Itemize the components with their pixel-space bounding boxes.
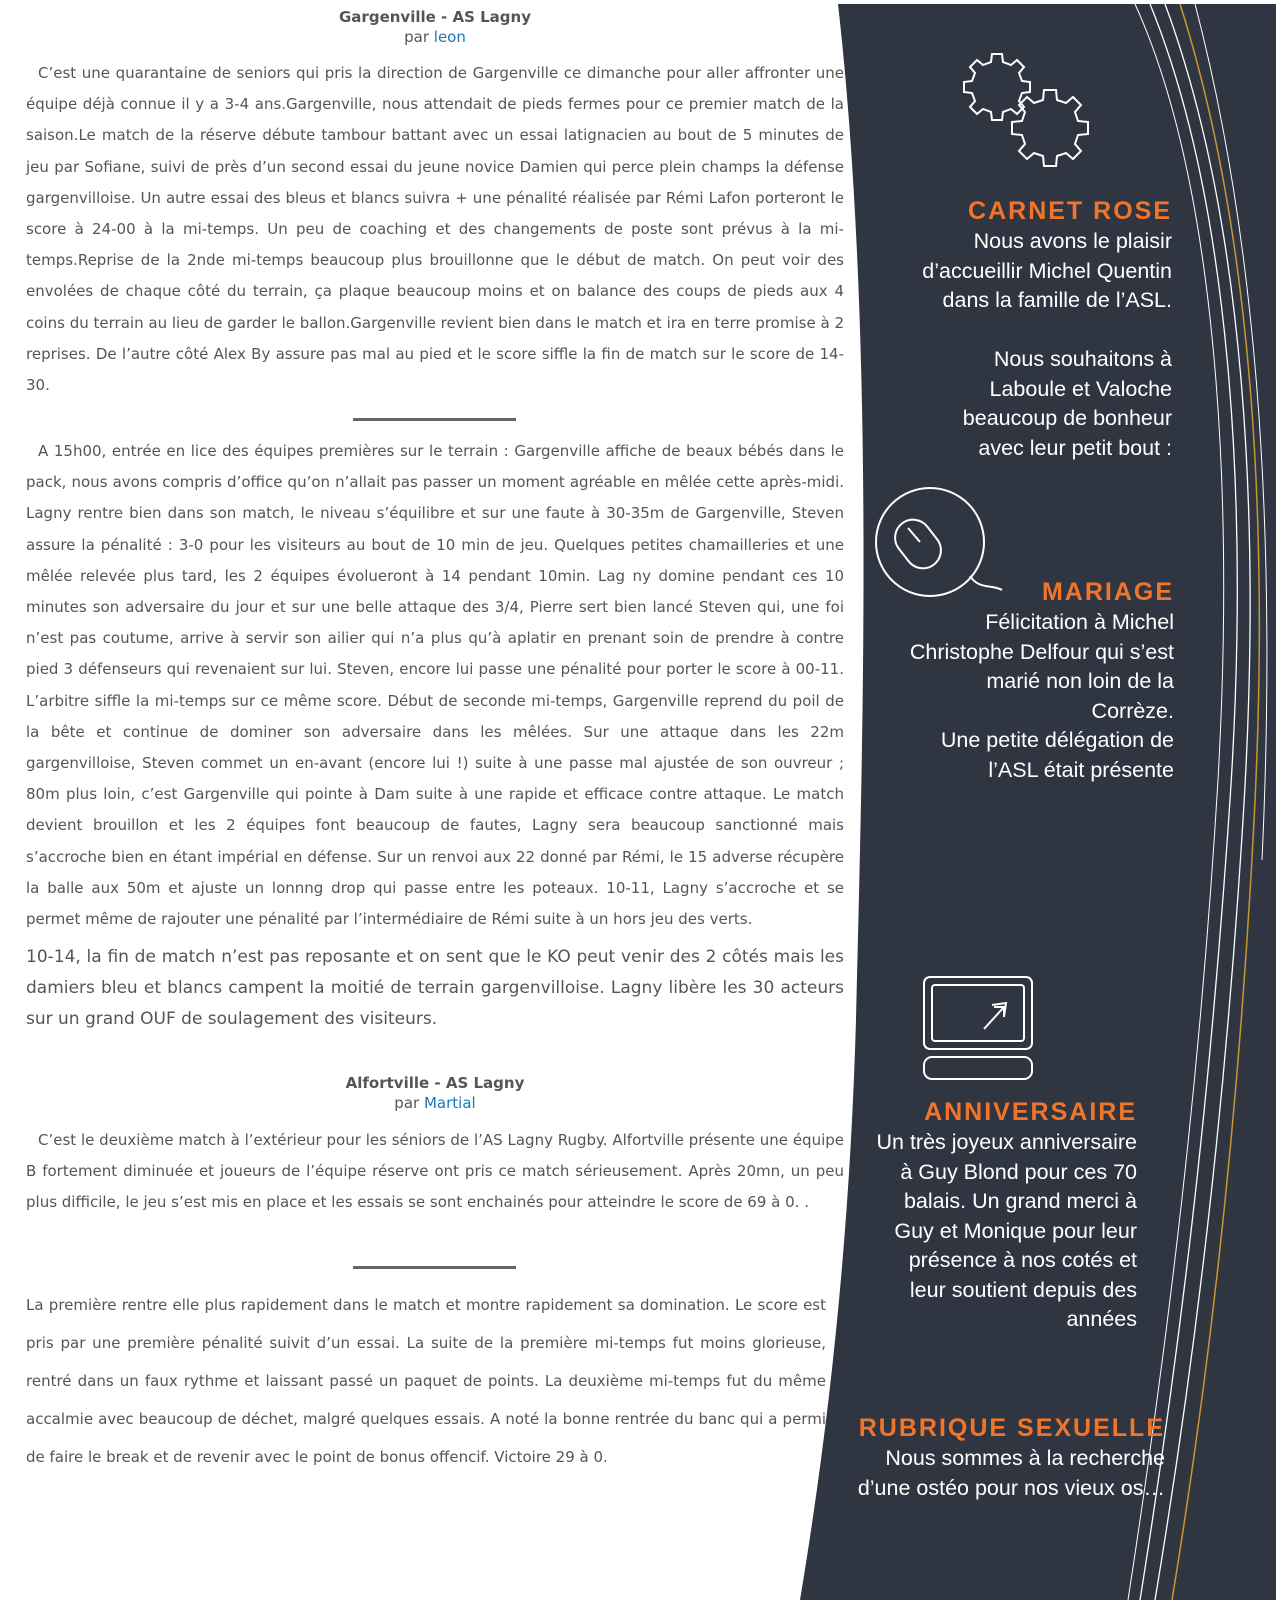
anniversaire-section xyxy=(830,1097,1137,1335)
article-byline xyxy=(26,1093,844,1113)
article-title: Gargenville - AS Lagny xyxy=(339,8,531,26)
separator xyxy=(353,1266,516,1269)
article-paragraph: C’est le deuxième match à l’extérieur pour les séniors de l’AS Lagny Rugby. Alfortville présente une équipe B fortement diminuée et joueurs de l’équipe réserve ont pris ce match sérieusement. Après 20mn, un peu plus difficile, le jeu s’est mis en place et les essais se sont enchainés pour atteindre le score de 69 à 0. . xyxy=(26,1131,844,1212)
gears-icon xyxy=(962,52,1112,182)
section-line: Nous souhaitons à xyxy=(993,347,1172,371)
section-line: Félicitation à Michel xyxy=(985,610,1174,634)
article-paragraph: C’est une quarantaine de seniors qui pris la direction de Gargenville ce dimanche pour aller affronter une équipe déjà connue il y a 3-4 ans.Gargenville, nous attendait de pieds fermes pour ce premier match de la saison.Le match de la réserve débute tambour battant avec un essai latignacien au bout de 5 minutes de jeu par Sofiane, suivi de près d’un second essai du jeune novice Damien qui perce plein champs la défense gargenvilloise. Un autre essai des bleus et blancs suivra + une pénalité réalisée par Rémi Lafon porteront le score à 24-00 à la mi-temps. Un peu de coaching et des changements de poste sont prévus à la mi-temps.Reprise de la 2nde mi-temps beaucoup plus brouillonne que le début de match. On peut voir des envolées de chaque côté du terrain, ça plaque beaucoup moins et on balance des coups de pieds aux 4 coins du terrain au lieu de garder le ballon.Gargenville revient bien dans le match et ira en terre promise à 2 reprises. De l’autre côté Alex By assure pas mal au pied et le score siffle la fin de match sur le score de 14-30. xyxy=(26,64,844,395)
section-line: Laboule et Valoche xyxy=(989,376,1172,401)
section-line: d’accueillir Michel Quentin xyxy=(922,258,1172,283)
carnet-rose-section xyxy=(880,196,1172,463)
section-heading: MARIAGE xyxy=(1041,578,1174,606)
byline-prefix: par xyxy=(394,1094,420,1112)
article-gargenville xyxy=(26,7,844,47)
section-line: Nous sommes à la recherche xyxy=(885,1446,1165,1470)
section-line: à Guy Blond pour ces 70 xyxy=(900,1159,1137,1184)
section-line: Nous avons le plaisir xyxy=(973,229,1172,253)
section-line: dans la famille de l’ASL. xyxy=(942,288,1172,312)
byline-prefix: par xyxy=(404,28,429,46)
section-line: l’ASL était présente xyxy=(988,757,1174,782)
mariage-section xyxy=(870,577,1174,785)
section-line: d’une ostéo pour nos vieux os… xyxy=(857,1475,1165,1500)
section-line: marié non loin de la xyxy=(986,669,1174,693)
author-link[interactable]: leon xyxy=(433,28,466,46)
section-line: présence à nos cotés et xyxy=(908,1248,1137,1272)
article-alfortville xyxy=(26,1073,844,1113)
rubrique-section xyxy=(820,1413,1165,1503)
section-line: beaucoup de bonheur xyxy=(962,406,1172,430)
article-title: Alfortville - AS Lagny xyxy=(345,1074,525,1092)
section-line: avec leur petit bout : xyxy=(978,435,1172,460)
computer-icon xyxy=(922,975,1034,1081)
section-line: balais. Un grand merci à xyxy=(903,1189,1137,1213)
article-paragraph: La première rentre elle plus rapidement dans le match et montre rapidement sa domination. Le score est pris par une première pénalité suivit d’un essai. La suite de la première mi-temps fut moins glorieuse, rentré dans un faux rythme et laissant passé un paquet de points. La deuxième mi-temps fut du même accalmie avec beaucoup de déchet, malgré quelques essais. A noté la bonne rentrée du banc qui a permi de faire le break et de revenir avec le point de bonus offencif. Victoire 29 à 0. xyxy=(26,1296,826,1466)
author-link[interactable]: Martial xyxy=(423,1094,476,1112)
section-heading: ANNIVERSAIRE xyxy=(924,1098,1137,1126)
article-paragraph: A 15h00, entrée en lice des équipes premières sur le terrain : Gargenville affiche de beaux bébés dans le pack, nous avons compris d’office qu’on n’allait pas passer un moment agréable en mêlée cette après-midi. Lagny rentre bien dans son match, le niveau s’équilibre et sur une faute à 30-35m de Gargenville, Steven assure la pénalité : 3-0 pour les visiteurs au bout de 10 min de jeu. Quelques petites chamailleries et une mêlée relevée plus tard, les 2 équipes évolueront à 14 pendant 10min. Lag ny domine pendant ces 10 minutes son adversaire du jour et sur une belle attaque des 3/4, Pierre sert bien lancé Steven qui, une foi n’est pas coutume, arrive à servir son ailier qui n’a plus qu’à aplatir en prenant soin de prendre à contre pied 3 défenseurs qui revenaient sur lui. Steven, encore lui passe une pénalité pour porter le score à 00-11. L’arbitre siffle la mi-temps sur ce même score. Début de seconde mi-temps, Gargenville reprend du poil de la bête et continue de dominer son adversaire dans les mêlées. Sur une attaque dans les 22m gargenvilloise, Steven commet un en-avant (encore lui !) suite à une passe mal ajustée de son ouvreur ; 80m plus loin, c’est Gargenville qui pointe à Dam suite à une rapide et efficace contre attaque. Le match devient brouillon et les 2 équipes font beaucoup de fautes, Lagny sera beaucoup sanctionné mais s’accroche bien en étant impérial en défense. Sur un renvoi aux 22 donné par Rémi, le 15 adverse récupère la balle aux 50m et ajuste un lonnng drop qui passe entre les poteaux. 10-11, Lagny s’accroche et se permet même de rajouter une pénalité par l’intermédiaire de Rémi suite à un hors jeu des verts. xyxy=(26,442,844,929)
section-spacer xyxy=(880,316,1172,346)
article-byline xyxy=(26,27,844,47)
section-heading: RUBRIQUE SEXUELLE xyxy=(858,1414,1165,1442)
section-line: Une petite délégation de xyxy=(940,728,1174,752)
separator xyxy=(353,418,516,421)
section-line: Un très joyeux anniversaire xyxy=(876,1130,1137,1154)
section-line: Corrèze. xyxy=(1091,698,1174,723)
section-heading: CARNET ROSE xyxy=(968,197,1172,225)
section-line: leur soutient depuis des xyxy=(909,1277,1137,1302)
section-line: années xyxy=(1066,1307,1137,1331)
article-paragraph: 10-14, la fin de match n’est pas reposante et on sent que le KO peut venir des 2 côtés mais les damiers bleu et blancs campent la moitié de terrain gargenvilloise. Lagny libère les 30 acteurs sur un grand OUF de soulagement des visiteurs. xyxy=(26,947,844,1030)
section-line: Christophe Delfour qui s’est xyxy=(909,639,1174,664)
section-line: Guy et Monique pour leur xyxy=(894,1218,1137,1243)
